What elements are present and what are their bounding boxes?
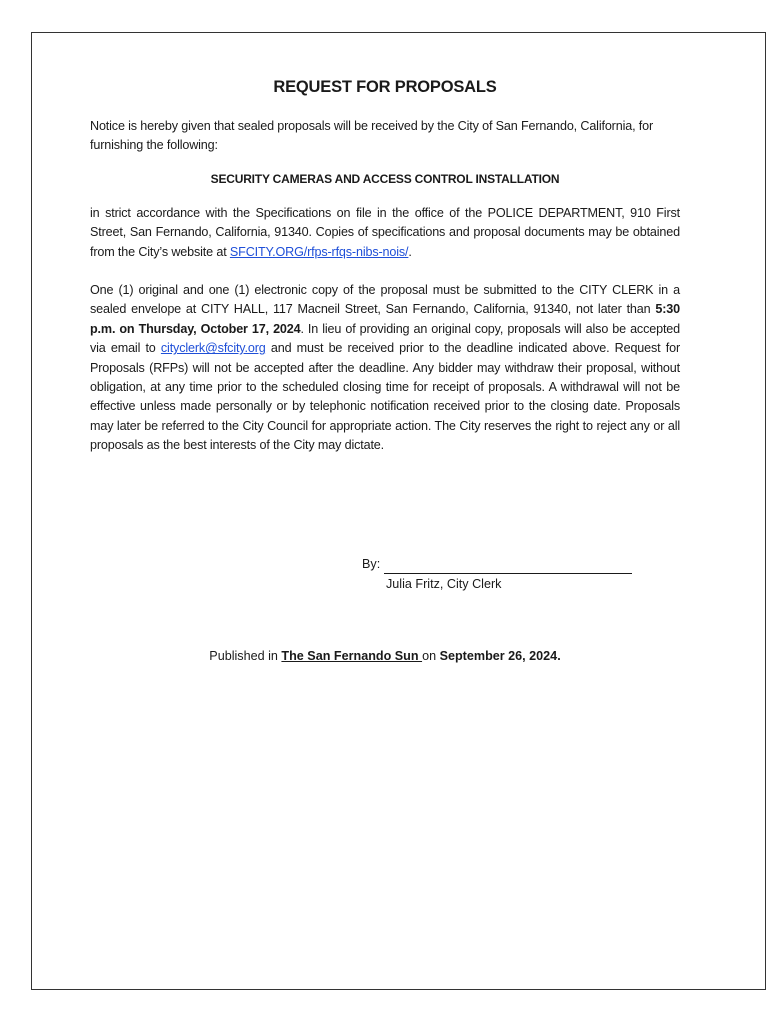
submission-text-2: . In lieu of providing an original copy, proposals will also be accepted via email to	[90, 321, 680, 356]
notice-paragraph: Notice is hereby given that sealed proposals will be received by the City of San Fernando, California, for furnishing the following:	[90, 119, 654, 153]
spec-text-end: .	[408, 244, 412, 259]
document-body	[90, 78, 680, 456]
publication-prefix: Published in	[209, 649, 282, 663]
city-clerk-email-link[interactable]: cityclerk@sfcity.org	[160, 341, 266, 356]
rfp-subject: SECURITY CAMERAS AND ACCESS CONTROL INSTALLATION	[210, 171, 560, 186]
newspaper-name: The San Fernando Sun	[281, 649, 423, 663]
submission-text-1: One (1) original and one (1) electronic copy of the proposal must be submitted to the CITY CLERK in a sealed envelope at CITY HALL, 117 Macneil Street, San Fernando, California, 91340, not later than	[90, 283, 680, 317]
submission-text-3: and must be received prior to the deadline indicated above. Request for Proposals (RFPs) will not be accepted after the deadline. Any bidder may withdraw their proposal, without obligation, at any time prior to the scheduled closing time for receipt of proposals. A withdrawal will not be effective unless made personally or by telephonic notification received prior to the closing date. Proposals may later be referred to the City Council for appropriate action. The City reserves the right to reject any or all proposals as the best interests of the City may dictate.	[90, 341, 680, 453]
by-label: By:	[362, 557, 381, 571]
publication-middle: on	[422, 649, 440, 663]
signature-line	[384, 558, 632, 574]
signer-name: Julia Fritz, City Clerk	[386, 577, 502, 591]
submission-deadline: 5:30 p.m. on Thursday, October 17, 2024	[90, 302, 680, 336]
submission-paragraph	[90, 281, 680, 456]
city-website-link[interactable]: SFCITY.ORG/rfps-rfqs-nibs-nois/	[229, 244, 409, 259]
document-title: REQUEST FOR PROPOSALS	[273, 78, 497, 96]
publication-date: September 26, 2024.	[439, 649, 561, 663]
spec-text: in strict accordance with the Specifications on file in the office of the POLICE DEPARTMENT, 910 First Street, San Fernando, California, 91340. Copies of specifications and proposal documents may be obtained from the City’s website at	[90, 205, 680, 259]
publication-note	[0, 649, 770, 663]
specifications-paragraph	[90, 204, 680, 262]
signature-block	[362, 554, 632, 594]
signature-row	[362, 554, 632, 574]
